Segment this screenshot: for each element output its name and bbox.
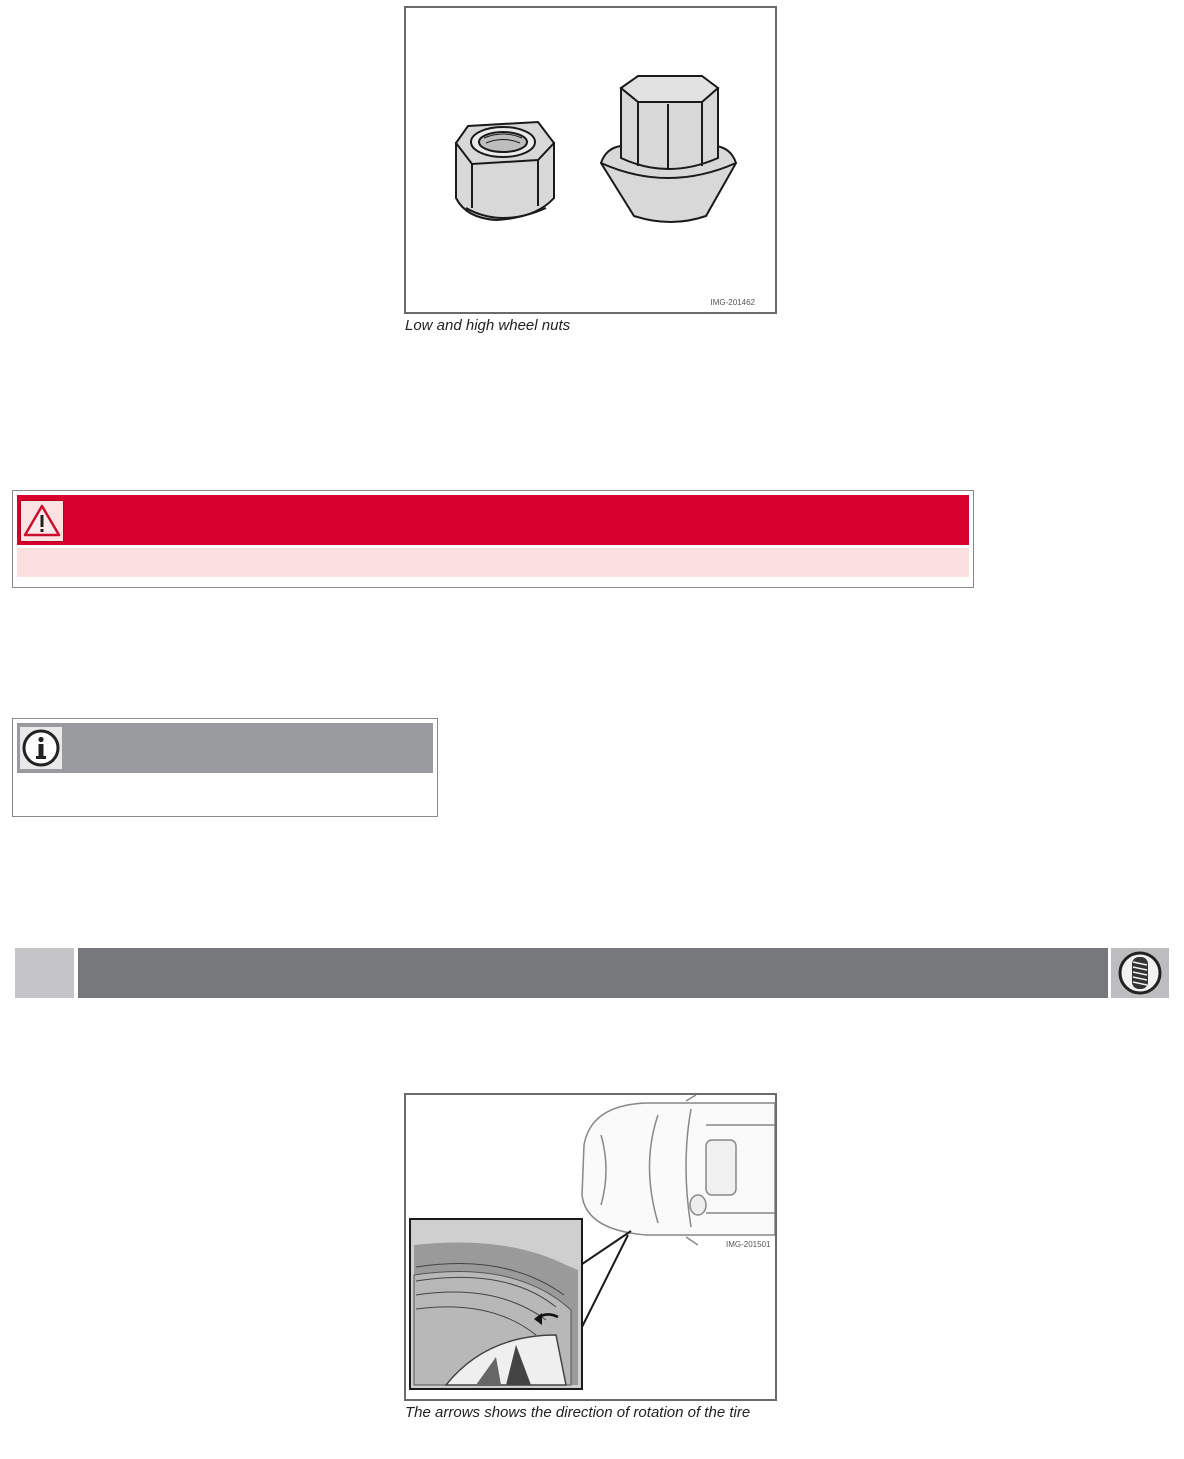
tire-tread-icon bbox=[1117, 950, 1163, 996]
section-icon-block bbox=[1111, 948, 1169, 998]
warning-body bbox=[17, 548, 969, 577]
figure-caption: The arrows shows the direction of rotation of the tire bbox=[405, 1404, 751, 1421]
figure-image-code: IMG-201501 bbox=[726, 1240, 771, 1249]
section-number-block bbox=[15, 948, 74, 998]
warning-box bbox=[12, 490, 974, 588]
figure-image-code: IMG-201462 bbox=[710, 298, 755, 307]
high-wheel-nut bbox=[601, 76, 736, 222]
tire-detail-inset bbox=[410, 1219, 582, 1389]
section-title-bar bbox=[78, 948, 1108, 998]
warning-triangle-icon bbox=[20, 500, 64, 542]
tire-rotation-illustration bbox=[406, 1095, 775, 1399]
note-header bbox=[17, 723, 433, 773]
wheel-nuts-figure bbox=[404, 6, 777, 314]
note-box bbox=[12, 718, 438, 817]
low-wheel-nut bbox=[456, 122, 554, 220]
wheel-nuts-illustration bbox=[406, 8, 775, 312]
car-top-view bbox=[582, 1095, 775, 1245]
warning-header bbox=[17, 495, 969, 545]
figure-caption: Low and high wheel nuts bbox=[405, 317, 571, 334]
info-circle-icon bbox=[20, 727, 62, 769]
tire-rotation-figure bbox=[404, 1093, 777, 1401]
